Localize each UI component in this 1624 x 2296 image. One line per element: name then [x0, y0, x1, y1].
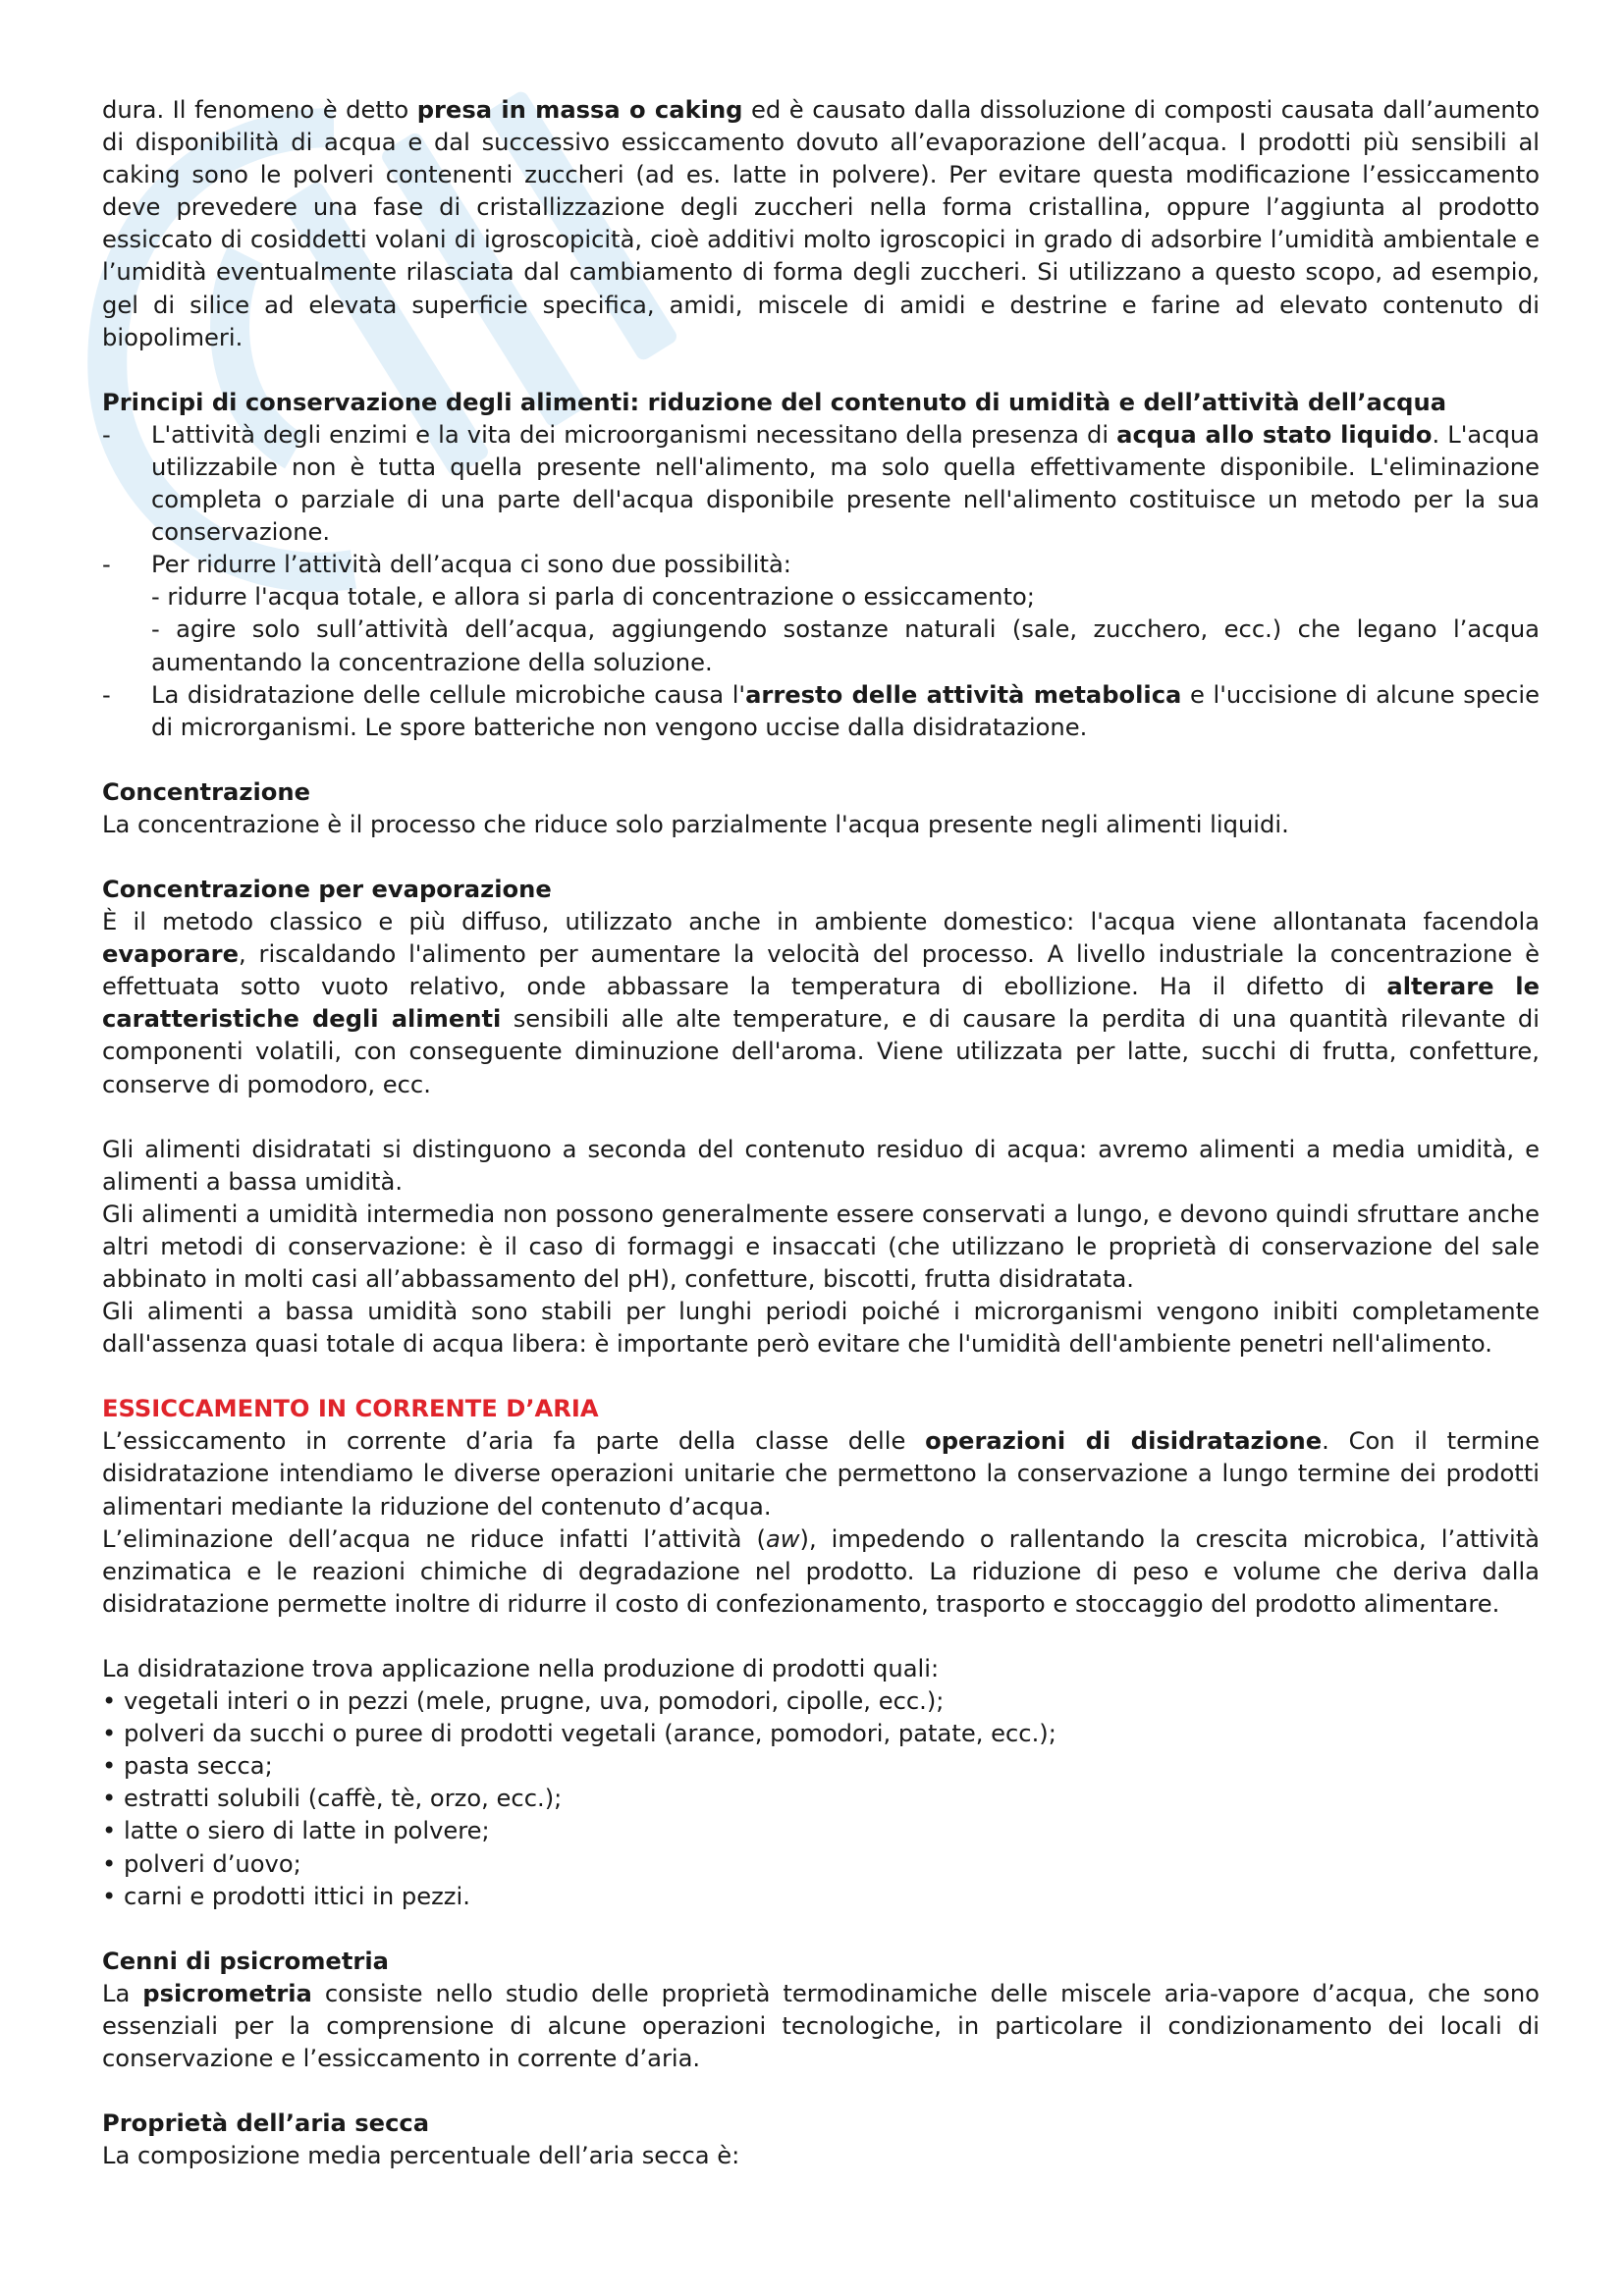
- list-item: • latte o siero di latte in polvere;: [102, 1817, 490, 1845]
- list-item: • vegetali interi o in pezzi (mele, prugne, uva, pomodori, cipolle, ecc.);: [102, 1687, 945, 1716]
- list-item: - La disidratazione delle cellule microbiche causa l'arresto delle attività metabolica e l'uccisione di alcune specie di microrganismi. Le spore batteriche non vengono uccise dalla disidratazione.: [102, 680, 1540, 741]
- principi-heading: Principi di conservazione degli alimenti: riduzione del contenuto di umidità e dell’attività dell’acqua: [102, 388, 1447, 416]
- disidratati-paragraph-1: Gli alimenti disidratati si distinguono a seconda del contenuto residuo di acqua: avremo alimenti a media umidità, e alimenti a bassa umidità.: [102, 1135, 1540, 1196]
- essiccamento-heading: ESSICCAMENTO IN CORRENTE D’ARIA: [102, 1395, 599, 1423]
- list-item: • polveri da succhi o puree di prodotti vegetali (arance, pomodori, patate, ecc.);: [102, 1720, 1056, 1748]
- document-page: [102, 94, 1540, 2172]
- list-item: • pasta secca;: [102, 1752, 273, 1781]
- aria-secca-heading: Proprietà dell’aria secca: [102, 2109, 430, 2138]
- list-item: • polveri d’uovo;: [102, 1849, 301, 1878]
- essiccamento-paragraph-1: L’essiccamento in corrente d’aria fa parte della classe delle operazioni di disidratazione. Con il termine disidratazione intendiamo le diverse operazioni unitarie che permettono la conservazione a lungo termine dei prodotti alimentari mediante la riduzione del contenuto d’acqua.: [102, 1427, 1540, 1521]
- concentrazione-text: La concentrazione è il processo che riduce solo parzialmente l'acqua presente negli alimenti liquidi.: [102, 810, 1289, 838]
- intro-paragraph: dura. Il fenomeno è detto presa in massa o caking ed è causato dalla dissoluzione di composti causata dall’aumento di disponibilità di acqua e dal successivo essiccamento dovuto all’evaporazione dell’acqua. I prodotti più sensibili al caking sono le polveri contenenti zuccheri (ad es. latte in polvere). Per evitare questa modificazione l’essiccamento deve prevedere una fase di cristallizzazione degli zuccheri nella forma cristallina, oppure l’aggiunta al prodotto essiccato di cosiddetti volani di igroscopicità, cioè additivi molto igroscopici in grado di adsorbire l’umidità ambientale e l’umidità eventualmente rilasciata dal cambiamento di forma degli zuccheri. Si utilizzano a questo scopo, ad esempio, gel di silice ad elevata superficie specifica, amidi, miscele di amidi e destrine e farine ad elevato contenuto di biopolimeri.: [102, 96, 1540, 351]
- list-item: • carni e prodotti ittici in pezzi.: [102, 1882, 470, 1910]
- applicazioni-intro: La disidratazione trova applicazione nella produzione di prodotti quali:: [102, 1654, 940, 1682]
- list-item: • estratti solubili (caffè, tè, orzo, ecc.);: [102, 1785, 563, 1813]
- applicazioni-list: [102, 1685, 1540, 1913]
- principi-list: [102, 419, 1540, 744]
- list-item: - L'attività degli enzimi e la vita dei microorganismi necessitano della presenza di acqua allo stato liquido. L'acqua utilizzabile non è tutta quella presente nell'alimento, ma solo quella effettivamente disponibile. L'eliminazione completa o parziale di una parte dell'acqua disponibile presente nell'alimento costituisce un metodo per la sua conservazione.: [102, 420, 1540, 547]
- aria-secca-text: La composizione media percentuale dell’aria secca è:: [102, 2142, 740, 2170]
- disidratati-paragraph-3: Gli alimenti a bassa umidità sono stabili per lunghi periodi poiché i microrganismi vengono inibiti completamente dall'assenza quasi totale di acqua libera: è importante però evitare che l'umidità dell'ambiente penetri nell'alimento.: [102, 1298, 1540, 1359]
- evaporazione-heading: Concentrazione per evaporazione: [102, 875, 552, 903]
- list-item: - Per ridurre l’attività dell’acqua ci sono due possibilità: - ridurre l'acqua totale, e allora si parla di concentrazione o essiccamento; - agire solo sull’attività dell’acqua, aggiungendo sostanze naturali (sale, zucchero, ecc.) che legano l’acqua aumentando la concentrazione della soluzione.: [102, 551, 1540, 676]
- concentrazione-heading: Concentrazione: [102, 777, 310, 806]
- disidratati-paragraph-2: Gli alimenti a umidità intermedia non possono generalmente essere conservati a lungo, e devono quindi sfruttare anche altri metodi di conservazione: è il caso di formaggi e insaccati (che utilizzano le proprietà di conservazione del sale abbinato in molti casi all’abbassamento del pH), confetture, biscotti, frutta disidratata.: [102, 1200, 1540, 1293]
- psicrometria-heading: Cenni di psicrometria: [102, 1947, 389, 1975]
- evaporazione-text: È il metodo classico e più diffuso, utilizzato anche in ambiente domestico: l'acqua viene allontanata facendola evaporare, riscaldando l'alimento per aumentare la velocità del processo. A livello industriale la concentrazione è effettuata sotto vuoto relativo, onde abbassare la temperatura di ebollizione. Ha il difetto di alterare le caratteristiche degli alimenti sensibili alle alte temperature, e di causare la perdita di una quantità rilevante di componenti volatili, con conseguente diminuzione dell'aroma. Viene utilizzata per latte, succhi di frutta, confetture, conserve di pomodoro, ecc.: [102, 908, 1540, 1098]
- psicrometria-text: La psicrometria consiste nello studio delle proprietà termodinamiche delle miscele aria-vapore d’acqua, che sono essenziali per la comprensione di alcune operazioni tecnologiche, in particolare il condizionamento dei locali di conservazione e l’essiccamento in corrente d’aria.: [102, 1979, 1540, 2072]
- essiccamento-paragraph-2: L’eliminazione dell’acqua ne riduce infatti l’attività (aw), impedendo o rallentando la crescita microbica, l’attività enzimatica e le reazioni chimiche di degradazione nel prodotto. La riduzione di peso e volume che deriva dalla disidratazione permette inoltre di ridurre il costo di confezionamento, trasporto e stoccaggio del prodotto alimentare.: [102, 1524, 1540, 1618]
